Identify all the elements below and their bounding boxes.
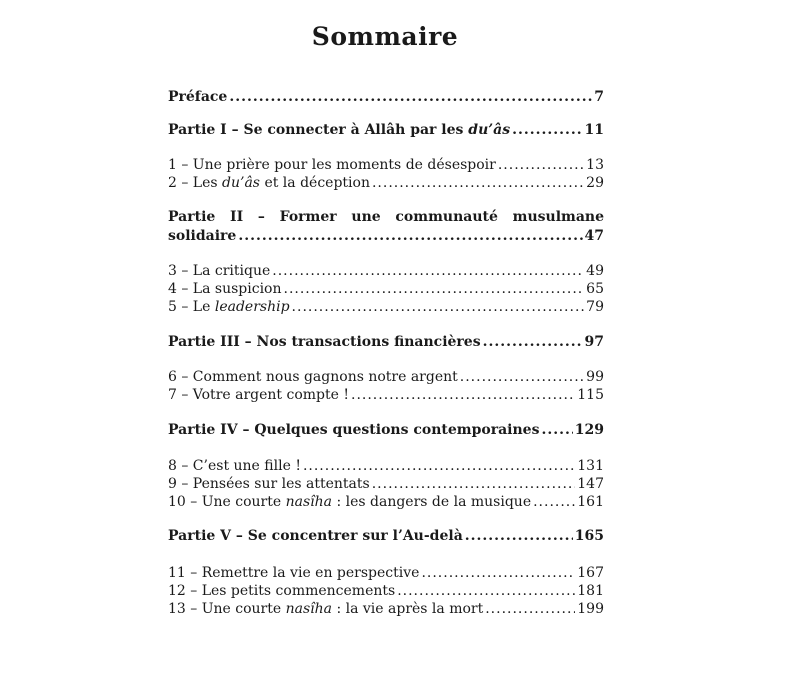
dot-leader	[465, 527, 573, 545]
entry-page: 7	[594, 89, 604, 105]
toc-entry-chapter-11	[168, 564, 604, 582]
toc-entry-chapter-7	[168, 386, 604, 404]
entry-label: Partie I – Se connecter à Allâh par les du’âs	[168, 122, 511, 138]
entry-label: solidaire	[168, 228, 237, 244]
entry-page: 165	[574, 528, 604, 544]
entry-page: 181	[577, 583, 604, 599]
entry-label: 3 – La critique	[168, 263, 271, 279]
dot-leader	[421, 564, 575, 582]
entry-label: Partie IV – Quelques questions contemporaines	[168, 422, 540, 438]
toc-entry-chapter-12	[168, 582, 604, 600]
entry-label: 13 – Une courte nasîha : la vie après la mort	[168, 601, 484, 617]
entry-label: 12 – Les petits commencements	[168, 583, 396, 599]
toc-entry-chapter-1	[168, 156, 604, 174]
dot-leader	[498, 156, 584, 174]
dot-leader	[541, 421, 572, 439]
entry-label: 7 – Votre argent compte !	[168, 387, 349, 403]
entry-page: 11	[584, 122, 604, 138]
entry-page: 29	[586, 175, 604, 191]
dot-leader	[397, 582, 575, 600]
entry-page: 131	[577, 458, 604, 474]
entry-page: 99	[586, 369, 604, 385]
entry-label: Partie III – Nos transactions financières	[168, 334, 481, 350]
entry-page: 161	[577, 494, 604, 510]
toc-entry-chapter-6	[168, 368, 604, 386]
toc-entry-chapter-3	[168, 262, 604, 280]
dot-leader	[292, 298, 585, 316]
dot-leader	[533, 493, 575, 511]
dot-leader	[238, 227, 582, 245]
toc-entry-part-2-line-2	[168, 227, 604, 245]
entry-label: 1 – Une prière pour les moments de désespoir	[168, 157, 496, 173]
toc-entry-part-1	[168, 121, 604, 139]
entry-label: 2 – Les du’âs et la déception	[168, 175, 370, 191]
entry-label: 4 – La suspicion	[168, 281, 282, 297]
entry-page: 115	[577, 387, 604, 403]
toc-entry-part-4	[168, 421, 604, 439]
entry-label: 9 – Pensées sur les attentats	[168, 476, 370, 492]
dot-leader	[303, 457, 575, 475]
toc-entry-part-5	[168, 527, 604, 545]
toc-entry-chapter-8	[168, 457, 604, 475]
entry-label: 8 – C’est une fille !	[168, 458, 301, 474]
entry-label: 10 – Une courte nasîha : les dangers de la musique	[168, 494, 532, 510]
entry-page: 199	[577, 601, 604, 617]
dot-leader	[372, 475, 576, 493]
entry-page: 167	[577, 565, 604, 581]
toc-entry-chapter-2	[168, 174, 604, 192]
dot-leader	[284, 280, 585, 298]
dot-leader	[460, 368, 584, 386]
dot-leader	[351, 386, 575, 404]
toc-entry-chapter-9	[168, 475, 604, 493]
toc-entry-preface	[168, 88, 604, 106]
entry-label: Préface	[168, 89, 228, 105]
toc-entry-chapter-13	[168, 600, 604, 618]
entry-label: 5 – Le leadership	[168, 299, 290, 315]
toc-entry-chapter-5	[168, 298, 604, 316]
dot-leader	[485, 600, 575, 618]
entry-page: 97	[584, 334, 604, 350]
entry-page: 49	[586, 263, 604, 279]
dot-leader	[512, 121, 582, 139]
dot-leader	[229, 88, 592, 106]
toc-entry-part-3	[168, 333, 604, 351]
entry-page: 147	[577, 476, 604, 492]
entry-page: 129	[574, 422, 604, 438]
toc-entry-chapter-4	[168, 280, 604, 298]
entry-page: 65	[586, 281, 604, 297]
entry-label: Partie V – Se concentrer sur l’Au-delà	[168, 528, 463, 544]
entry-label: 6 – Comment nous gagnons notre argent	[168, 369, 458, 385]
dot-leader	[483, 333, 583, 351]
page-title: Sommaire	[311, 22, 459, 51]
entry-label: 11 – Remettre la vie en perspective	[168, 565, 420, 581]
toc-entry-chapter-10	[168, 493, 604, 511]
entry-page: 47	[584, 228, 604, 244]
toc-entry-part-2-line-1: Partie II – Former une communauté musulmane	[168, 209, 604, 225]
entry-page: 79	[586, 299, 604, 315]
entry-page: 13	[586, 157, 604, 173]
dot-leader	[372, 174, 584, 192]
dot-leader	[272, 262, 584, 280]
